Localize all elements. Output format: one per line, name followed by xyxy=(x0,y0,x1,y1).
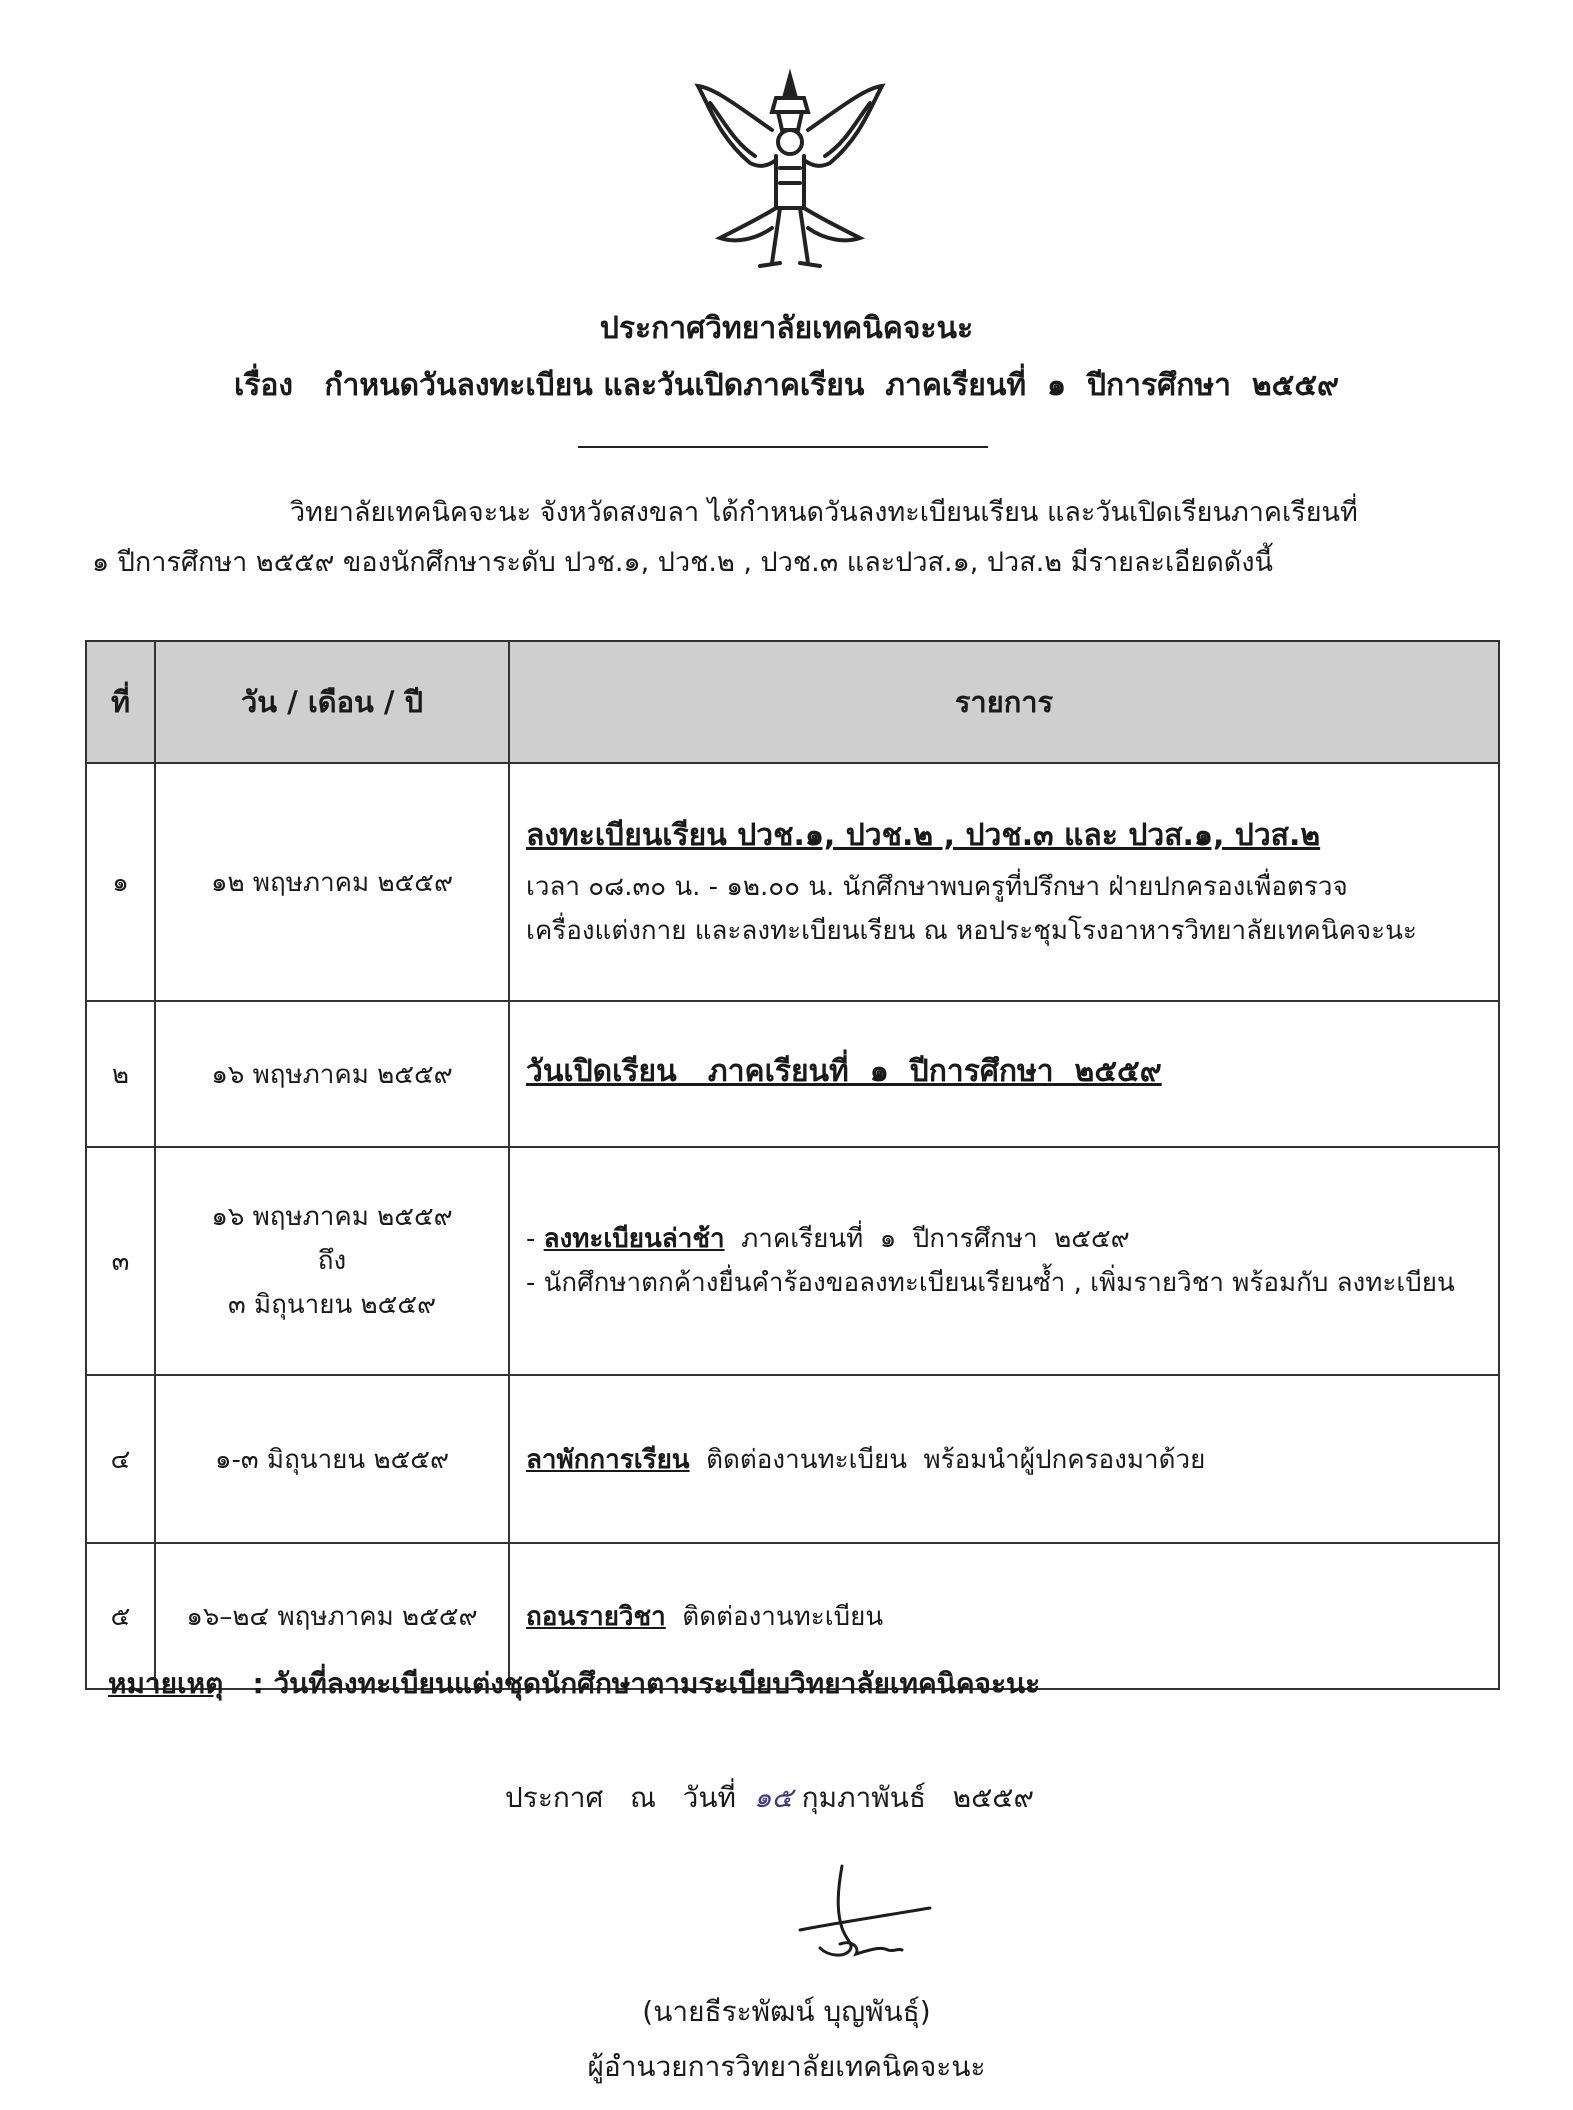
late-registration-label: ลงทะเบียนล่าช้า xyxy=(543,1224,725,1254)
row-detail-line: เวลา ๐๘.๓๐ น. - ๑๒.๐๐ น. นักศึกษาพบครูที่ปรึกษา ฝ่ายปกครองเพื่อตรวจ xyxy=(526,871,1348,902)
table-row xyxy=(86,1001,1499,1147)
remark-label: หมายเหตุ xyxy=(108,1667,224,1700)
bullet-prefix: - xyxy=(526,1224,544,1254)
row-item xyxy=(509,1375,1499,1543)
row-date xyxy=(155,1147,509,1375)
row-headline: วันเปิดเรียน ภาคเรียนที่ ๑ ปีการศึกษา ๒๕๕๙ xyxy=(526,1053,1162,1089)
signatory-name: (นายธีระพัฒน์ บุญพันธุ์) xyxy=(642,1995,931,2028)
announcement-suffix: กุมภาพันธ์ ๒๕๕๙ xyxy=(792,1781,1035,1814)
course-withdrawal-label: ถอนรายวิชา xyxy=(526,1601,666,1632)
bullet-item: - นักศึกษาตกค้างยื่นคำร้องขอลงทะเบียนเรียนซ้ำ , เพิ่มรายวิชา พร้อมกับ ลงทะเบียน xyxy=(526,1268,1455,1298)
announcement-day: ๑๕ xyxy=(753,1781,793,1814)
row-detail: ติดต่องานทะเบียน xyxy=(665,1601,884,1632)
row-item xyxy=(509,1001,1499,1147)
intro-line-2: ๑ ปีการศึกษา ๒๕๕๙ ของนักศึกษาระดับ ปวช.๑, ปวช.๒ , ปวช.๓ และปวส.๑, ปวส.๒ มีรายละเอียดดังนี้ xyxy=(92,547,1273,578)
row-no: ๑ xyxy=(86,763,155,1001)
document-title: ประกาศวิทยาลัยเทคนิคจะนะ xyxy=(599,311,974,346)
table-row xyxy=(86,1147,1499,1375)
remark-text: : วันที่ลงทะเบียนแต่งชุดนักศึกษาตามระเบียบวิทยาลัยเทคนิคจะนะ xyxy=(223,1667,1041,1700)
schedule-table xyxy=(85,640,1500,1690)
row-date: ๑๖ พฤษภาคม ๒๕๕๙ xyxy=(155,1001,509,1147)
signature-icon xyxy=(780,1858,950,1968)
header-no: ที่ xyxy=(86,641,155,763)
date-end: ๓ มิถุนายน ๒๕๕๙ xyxy=(227,1290,437,1320)
intro-line-1: วิทยาลัยเทคนิคจะนะ จังหวัดสงขลา ได้กำหนดวันลงทะเบียนเรียน และวันเปิดเรียนภาคเรียนที่ xyxy=(290,497,1358,528)
header-item: รายการ xyxy=(509,641,1499,763)
row-date: ๑-๓ มิถุนายน ๒๕๕๙ xyxy=(155,1375,509,1543)
announcement-date xyxy=(505,1776,1034,1820)
row-no: ๒ xyxy=(86,1001,155,1147)
date-start: ๑๖ พฤษภาคม ๒๕๕๙ xyxy=(211,1202,453,1232)
table-header-row xyxy=(86,641,1499,763)
bullet-item xyxy=(526,1217,1484,1261)
table-row xyxy=(86,1375,1499,1543)
announcement-prefix: ประกาศ ณ วันที่ xyxy=(505,1781,754,1814)
row-detail-line: เครื่องแต่งกาย และลงทะเบียนเรียน ณ หอประชุมโรงอาหารวิทยาลัยเทคนิคจะนะ xyxy=(526,915,1417,946)
bullet-text: ภาคเรียนที่ ๑ ปีการศึกษา ๒๕๕๙ xyxy=(724,1224,1130,1254)
date-to: ถึง xyxy=(317,1246,347,1276)
row-item xyxy=(509,763,1499,1001)
row-no: ๕ xyxy=(86,1543,155,1689)
title-divider xyxy=(578,446,988,448)
row-detail: ติดต่องานทะเบียน พร้อมนำผู้ปกครองมาด้วย xyxy=(689,1444,1206,1475)
row-no: ๓ xyxy=(86,1147,155,1375)
table-row xyxy=(86,763,1499,1001)
remark xyxy=(108,1662,1040,1706)
row-headline: ลงทะเบียนเรียน ปวช.๑, ปวช.๒ , ปวช.๓ และ ปวส.๑, ปวส.๒ xyxy=(526,817,1321,853)
row-item xyxy=(509,1147,1499,1375)
row-date: ๑๖–๒๔ พฤษภาคม ๒๕๕๙ xyxy=(155,1543,509,1689)
header-date: วัน / เดือน / ปี xyxy=(155,641,509,763)
garuda-emblem-icon xyxy=(680,68,900,278)
row-no: ๔ xyxy=(86,1375,155,1543)
signatory-position: ผู้อำนวยการวิทยาลัยเทคนิคจะนะ xyxy=(587,2050,986,2083)
row-date: ๑๒ พฤษภาคม ๒๕๕๙ xyxy=(155,763,509,1001)
leave-of-absence-label: ลาพักการเรียน xyxy=(526,1444,690,1475)
document-subject: เรื่อง กำหนดวันลงทะเบียน และวันเปิดภาคเรียน ภาคเรียนที่ ๑ ปีการศึกษา ๒๕๕๙ xyxy=(233,368,1340,403)
